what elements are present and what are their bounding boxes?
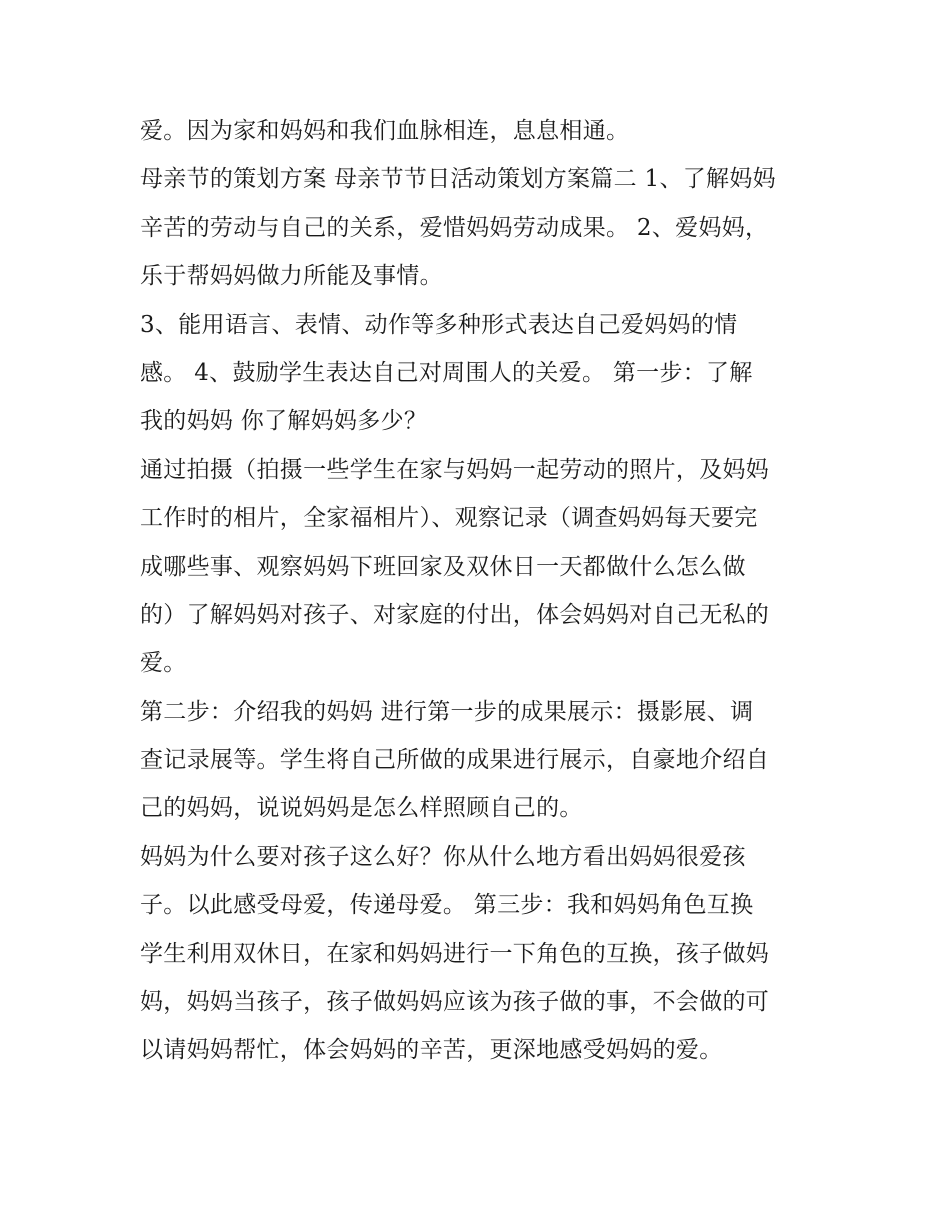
text-line-12: 爱。 bbox=[140, 650, 187, 677]
text-line-10: 成哪些事、观察妈妈下班回家及双休日一天都做什么怎么做 bbox=[140, 553, 746, 580]
text-line-7: 我的妈妈 你了解妈妈多少？ bbox=[140, 408, 428, 435]
text-line-14: 查记录展等。学生将自己所做的成果进行展示，自豪地介绍自 bbox=[140, 747, 770, 774]
text-line-15: 己的妈妈，说说妈妈是怎么样照顾自己的。 bbox=[140, 795, 583, 822]
text-line-2: 母亲节的策划方案 母亲节节日活动策划方案篇二 1、了解妈妈 bbox=[140, 166, 776, 193]
text-line-17: 子。以此感受母爱，传递母爱。 第三步：我和妈妈角色互换 bbox=[140, 892, 754, 919]
text-line-11: 的）了解妈妈对孩子、对家庭的付出，体会妈妈对自己无私的 bbox=[140, 601, 770, 628]
text-line-6: 感。 4、鼓励学生表达自己对周围人的关爱。 第一步：了解 bbox=[140, 359, 753, 386]
document-body bbox=[140, 107, 820, 1075]
text-line-8: 通过拍摄（拍摄一些学生在家与妈妈一起劳动的照片，及妈妈 bbox=[140, 456, 770, 483]
text-line-9: 工作时的相片，全家福相片）、观察记录（调查妈妈每天要完 bbox=[140, 505, 758, 532]
text-line-3: 辛苦的劳动与自己的关系，爱惜妈妈劳动成果。 2、爱妈妈， bbox=[140, 214, 769, 241]
text-line-1: 爱。因为家和妈妈和我们血脉相连，息息相通。 bbox=[140, 118, 630, 144]
text-line-20: 以请妈妈帮忙，体会妈妈的辛苦，更深地感受妈妈的爱。 bbox=[140, 1037, 723, 1064]
text-line-19: 妈，妈妈当孩子，孩子做妈妈应该为孩子做的事，不会做的可 bbox=[140, 989, 770, 1016]
text-line-13: 第二步：介绍我的妈妈 进行第一步的成果展示：摄影展、调 bbox=[140, 698, 754, 725]
text-line-4: 乐于帮妈妈做力所能及事情。 bbox=[140, 263, 443, 290]
text-line-18: 学生利用双休日，在家和妈妈进行一下角色的互换，孩子做妈 bbox=[140, 940, 770, 967]
text-line-16: 妈妈为什么要对孩子这么好？你从什么地方看出妈妈很爱孩 bbox=[140, 843, 746, 870]
text-line-5: 3、能用语言、表情、动作等多种形式表达自己爱妈妈的情 bbox=[140, 311, 738, 338]
